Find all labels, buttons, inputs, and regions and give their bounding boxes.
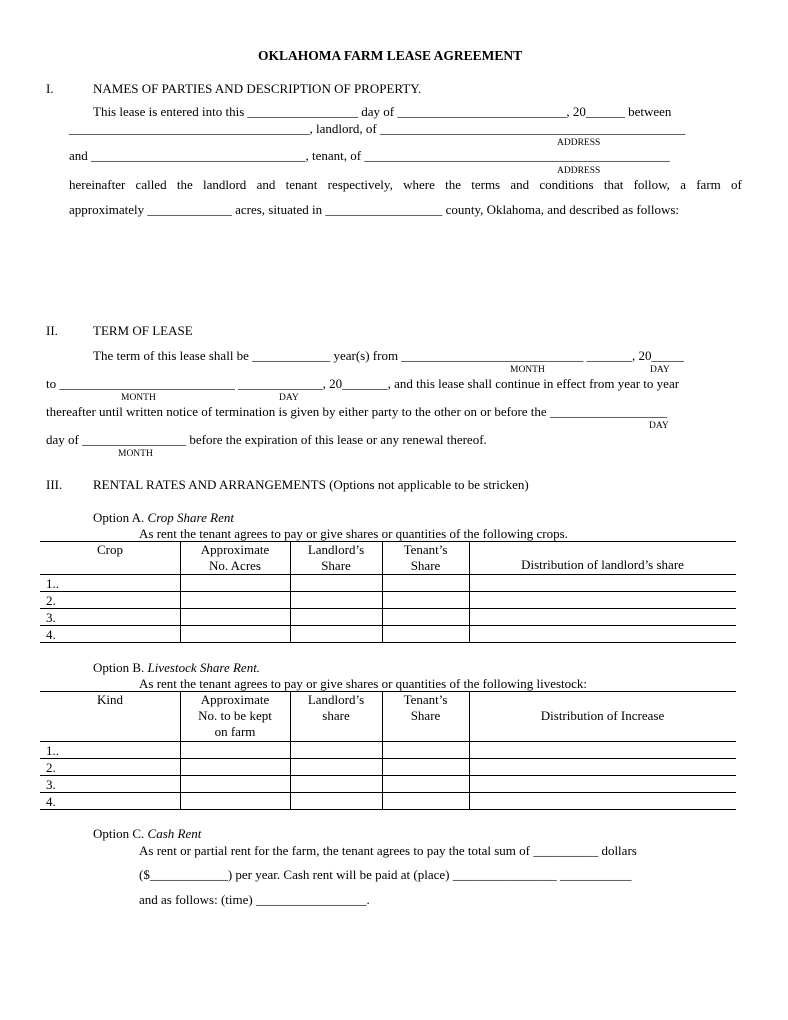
word: terms <box>471 177 501 192</box>
option-b-prefix: Option B. <box>93 660 148 675</box>
option-a-title <box>93 510 234 525</box>
table-rule <box>40 625 736 626</box>
section-1-line-2[interactable]: _____________________________________, landlord, of _______________________________________________ <box>69 121 686 136</box>
section-2-line-1[interactable]: The term of this lease shall be ____________ year(s) from ____________________________ _______, 20_____ <box>93 348 685 363</box>
option-a-prefix: Option A. <box>93 510 148 525</box>
table-rule <box>40 591 736 592</box>
month-caption-1: MONTH <box>510 365 545 375</box>
option-a-name: Crop Share Rent <box>147 510 234 525</box>
column-header-landlord-share: Landlord’s share <box>307 692 365 723</box>
column-header-crop: Crop <box>97 542 123 557</box>
word: respectively, <box>327 177 393 192</box>
section-2-line-4[interactable]: day of ________________ before the expiration of this lease or any renewal thereof. <box>46 432 487 447</box>
section-2-number: II. <box>46 323 58 338</box>
word: tenant <box>285 177 318 192</box>
tenant-address-caption: ADDRESS <box>557 166 601 176</box>
table-rule <box>40 642 736 643</box>
column-header-tenant-share: Tenant’s Share <box>403 542 448 573</box>
option-a-intro: As rent the tenant agrees to pay or give shares or quantities of the following crops. <box>139 526 568 541</box>
table-row-number: 1.. <box>46 576 59 591</box>
word: follow, <box>633 177 670 192</box>
option-c-line-3[interactable]: and as follows: (time) _________________. <box>139 892 370 907</box>
word: the <box>445 177 461 192</box>
option-b-name: Livestock Share Rent. <box>147 660 261 675</box>
day-caption-2: DAY <box>279 393 299 403</box>
table-rule <box>40 741 736 742</box>
table-row-number: 3. <box>46 610 56 625</box>
word: farm <box>696 177 721 192</box>
table-row-number: 2. <box>46 760 56 775</box>
word: that <box>603 177 624 192</box>
word: landlord <box>202 177 247 192</box>
word: and <box>510 177 530 192</box>
option-b-intro: As rent the tenant agrees to pay or give shares or quantities of the following livestock: <box>139 676 588 691</box>
option-c-name: Cash Rent <box>147 826 202 841</box>
column-header-approx-acres: Approximate No. Acres <box>200 542 270 573</box>
option-c-line-2[interactable]: ($____________) per year. Cash rent will be paid at (place) ________________ ___________ <box>139 867 632 882</box>
section-2-line-2[interactable]: to ___________________________ _____________, 20_______, and this lease shall continue in effect from year to year <box>46 376 680 391</box>
word: conditions <box>539 177 594 192</box>
section-2-line-3[interactable]: thereafter until written notice of termination is given by either party to the other on or before the __________________ <box>46 404 667 419</box>
option-c-title <box>93 826 201 841</box>
section-1-line-4 <box>69 177 742 192</box>
option-c-prefix: Option C. <box>93 826 148 841</box>
table-rule <box>40 758 736 759</box>
section-2-heading: TERM OF LEASE <box>93 323 193 338</box>
table-row-number: 4. <box>46 794 56 809</box>
day-caption-3: DAY <box>649 421 669 431</box>
column-header-distribution: Distribution of Increase <box>540 708 665 723</box>
landlord-address-caption: ADDRESS <box>557 138 601 148</box>
table-rule <box>40 574 736 575</box>
section-3-number: III. <box>46 477 63 492</box>
table-rule <box>40 792 736 793</box>
word: and <box>256 177 276 192</box>
option-b-title <box>93 660 260 675</box>
section-1-line-1[interactable]: This lease is entered into this _________________ day of __________________________, 20______ between <box>93 104 672 119</box>
section-1-line-3[interactable]: and _________________________________, tenant, of _______________________________________________ <box>69 148 670 163</box>
column-header-kind: Kind <box>97 692 123 707</box>
table-rule <box>40 608 736 609</box>
table-row-number: 1.. <box>46 743 59 758</box>
table-row-number: 4. <box>46 627 56 642</box>
day-caption-1: DAY <box>650 365 670 375</box>
table-rule <box>40 809 736 810</box>
section-1-heading: NAMES OF PARTIES AND DESCRIPTION OF PROPERTY. <box>93 81 422 96</box>
section-3-heading: RENTAL RATES AND ARRANGEMENTS (Options not applicable to be stricken) <box>93 477 529 492</box>
word: where <box>403 177 435 192</box>
option-c-line-1[interactable]: As rent or partial rent for the farm, the tenant agrees to pay the total sum of __________ dollars <box>139 843 637 858</box>
column-header-tenant-share: Tenant’s Share <box>403 692 448 723</box>
column-header-landlord-share: Landlord’s Share <box>307 542 365 573</box>
section-1-number: I. <box>46 81 54 96</box>
word: the <box>176 177 193 192</box>
word: a <box>680 177 686 192</box>
month-caption-2: MONTH <box>121 393 156 403</box>
word: called <box>135 177 167 192</box>
word: hereinafter <box>69 177 126 192</box>
section-1-line-5[interactable]: approximately _____________ acres, situated in __________________ county, Oklahoma, and described as follows: <box>69 202 680 217</box>
month-caption-3: MONTH <box>118 449 153 459</box>
table-rule <box>40 775 736 776</box>
document-title: OKLAHOMA FARM LEASE AGREEMENT <box>258 48 523 63</box>
table-row-number: 2. <box>46 593 56 608</box>
column-header-distribution: Distribution of landlord’s share <box>521 557 684 572</box>
table-row-number: 3. <box>46 777 56 792</box>
column-header-approx-number: Approximate No. to be kept on farm <box>198 692 272 739</box>
word: of <box>731 177 742 192</box>
